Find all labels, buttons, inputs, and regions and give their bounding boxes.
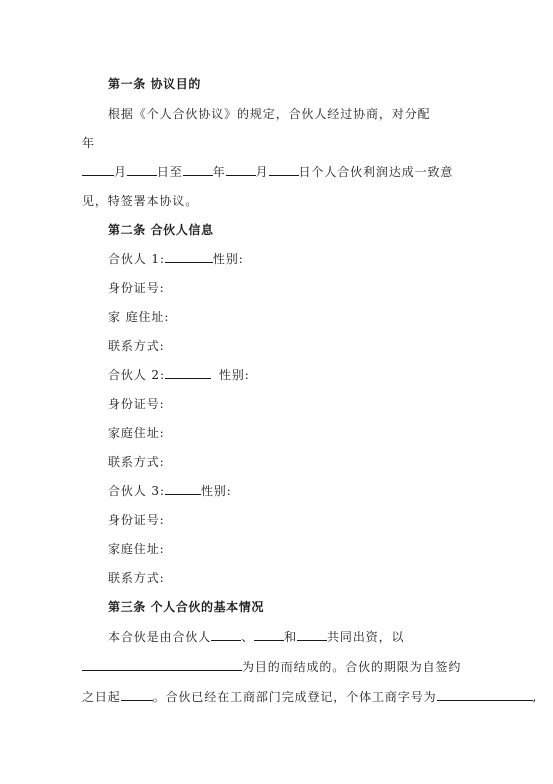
partner-name-field[interactable] xyxy=(165,483,201,495)
text-span: , xyxy=(532,690,538,704)
blank-field[interactable] xyxy=(82,659,242,671)
blank-field[interactable] xyxy=(297,629,327,641)
partner-name-field[interactable] xyxy=(165,251,213,263)
partner3-address-label: 家庭住址: xyxy=(108,542,165,556)
text-span: 为目的而结成的。合伙的期限为自签约 xyxy=(242,660,462,674)
blank-field[interactable] xyxy=(211,629,241,641)
partner1-id-label: 身份证号: xyxy=(108,281,165,295)
blank-field[interactable] xyxy=(183,164,213,176)
partner3-name-row xyxy=(108,483,232,499)
partner2-address-label: 家庭住址: xyxy=(108,426,165,440)
text-span: 本合伙是由合伙人 xyxy=(108,630,212,644)
date-line-tail: 日个人合伙利润达成一致意 xyxy=(298,165,454,179)
unit-year: 年 xyxy=(212,165,226,179)
section2-heading: 第二条 合伙人信息 xyxy=(108,223,214,237)
partner1-name-row xyxy=(108,251,244,267)
section1-heading: 第一条 协议目的 xyxy=(108,77,201,91)
partner1-address-label: 家 庭住址: xyxy=(108,310,170,324)
partner3-id-label: 身份证号: xyxy=(108,513,165,527)
section3-paragraph-line3 xyxy=(82,689,537,705)
section3-heading: 第三条 个人合伙的基本情况 xyxy=(108,600,264,614)
section1-date-line xyxy=(82,164,453,180)
section1-paragraph-line4: 见，特签署本协议。 xyxy=(82,194,199,208)
section1-paragraph-line2: 年 xyxy=(82,136,95,150)
section3-paragraph-line1 xyxy=(108,629,404,645)
text-span: 共同出资，以 xyxy=(327,630,405,644)
text-span: 和 xyxy=(284,630,298,644)
text-span: 。合伙已经在工商部门完成登记，个体工商字号为 xyxy=(152,690,437,704)
partner2-contact-label: 联系方式: xyxy=(108,455,165,469)
partner2-name-row xyxy=(108,367,250,383)
partner-name-label: 合伙人 1: xyxy=(108,252,165,266)
section1-paragraph-line1: 根据《个人合伙协议》的规定，合伙人经过协商，对分配 xyxy=(108,107,431,121)
partner-name-label: 合伙人 3: xyxy=(108,484,165,498)
section3-paragraph-line2 xyxy=(82,659,461,675)
partner-name-label: 合伙人 2: xyxy=(108,368,165,382)
blank-field[interactable] xyxy=(269,164,299,176)
blank-field[interactable] xyxy=(226,164,256,176)
gender-label: 性别: xyxy=(200,484,232,498)
unit-month-2: 月 xyxy=(255,165,269,179)
unit-month: 月 xyxy=(114,165,127,179)
blank-field[interactable] xyxy=(254,629,284,641)
blank-field[interactable] xyxy=(82,164,114,176)
blank-field[interactable] xyxy=(121,689,153,701)
partner-name-field[interactable] xyxy=(165,367,211,379)
partner3-contact-label: 联系方式: xyxy=(108,571,165,585)
blank-field[interactable] xyxy=(437,689,533,701)
partner2-id-label: 身份证号: xyxy=(108,397,165,411)
partner1-contact-label: 联系方式: xyxy=(108,339,165,353)
text-span: 之日起 xyxy=(82,690,121,704)
gender-label: 性别: xyxy=(212,252,244,266)
text-span: 、 xyxy=(241,630,255,644)
gender-label: 性别: xyxy=(218,368,250,382)
unit-day-to: 日至 xyxy=(156,165,183,179)
blank-field[interactable] xyxy=(127,164,157,176)
